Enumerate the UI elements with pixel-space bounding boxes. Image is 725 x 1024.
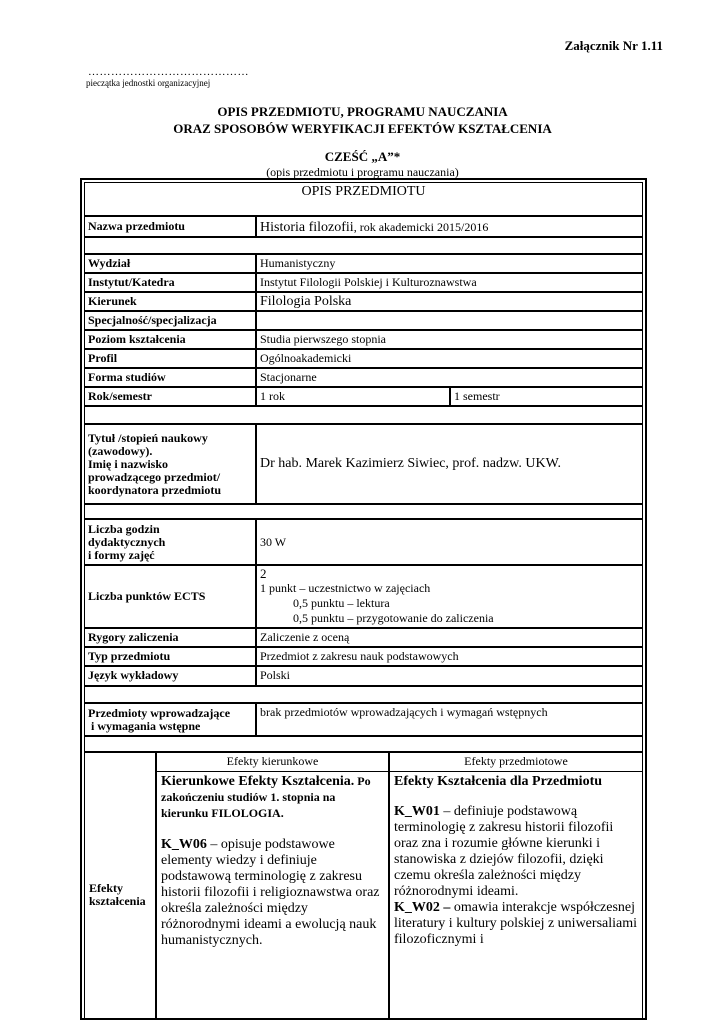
lang-label: Język wykładowy xyxy=(84,666,256,686)
document-title-line-2: ORAZ SPOSOBÓW WERYFIKACJI EFEKTÓW KSZTAŁCENIA xyxy=(173,121,552,136)
subject-effects: Efekty Kształcenia dla Przedmiotu K_W01 – definiuje podstawową terminologię z zakresu historii filozofii oraz zna i rozumie główne kierunki i stanowiska z dziejów filozofii, dzięki czemu określa zależności między różnorodnymi ideami. K_W02 – omawia interakcje współczesnej literatury i kultury polskiej z uniwersaliami filozoficznymi i xyxy=(389,771,643,1020)
effects-col-subject: Efekty przedmiotowe xyxy=(389,752,643,772)
type-value: Przedmiot z zakresu nauk podstawowych xyxy=(256,647,643,666)
spacer-row xyxy=(84,686,643,703)
coordinator-value: Dr hab. Marek Kazimierz Siwiec, prof. nadzw. UKW. xyxy=(256,424,643,504)
faculty-value: Humanistyczny xyxy=(256,254,643,273)
direction-label: Kierunek xyxy=(84,292,256,311)
faculty-label: Wydział xyxy=(84,254,256,273)
rigor-value: Zaliczenie z oceną xyxy=(256,628,643,647)
level-value: Studia pierwszego stopnia xyxy=(256,330,643,349)
table-row xyxy=(84,424,643,504)
table-row xyxy=(84,647,643,666)
part-title: CZEŚĆ „A”* xyxy=(324,149,401,164)
effects-header-blank xyxy=(84,752,156,772)
effects-col-directional: Efekty kierunkowe xyxy=(156,752,389,772)
prereq-value: brak przedmiotów wprowadzających i wymagań wstępnych xyxy=(256,703,643,736)
semester-value: 1 semestr xyxy=(450,387,643,406)
stamp-dotted-line: …………………………………… xyxy=(88,66,249,78)
table-row xyxy=(84,519,643,565)
table-row xyxy=(84,292,643,311)
section-title: OPIS PRZEDMIOTU xyxy=(84,182,643,216)
course-name-value: Historia filozofii, rok akademicki 2015/2016 xyxy=(256,216,643,237)
form-value: Stacjonarne xyxy=(256,368,643,387)
table-row xyxy=(84,703,643,736)
table-row xyxy=(84,368,643,387)
part-subtitle: (opis przedmiotu i programu nauczania) xyxy=(266,165,459,179)
table-row xyxy=(84,349,643,368)
prereq-label: Przedmioty wprowadzające i wymagania wstępne xyxy=(84,703,256,736)
specialty-label: Specjalność/specjalizacja xyxy=(84,311,256,330)
year-label: Rok/semestr xyxy=(84,387,256,406)
specialty-value xyxy=(256,311,643,330)
table-row xyxy=(84,565,643,628)
spacer-row xyxy=(84,504,643,519)
coordinator-label: Tytuł /stopień naukowy (zawodowy). Imię i nazwisko prowadzącego przedmiot/ koordynatora przedmiotu xyxy=(84,424,256,504)
course-name-label: Nazwa przedmiotu xyxy=(84,216,256,237)
table-row xyxy=(84,254,643,273)
table-row xyxy=(84,666,643,686)
level-label: Poziom kształcenia xyxy=(84,330,256,349)
document-title-line-1: OPIS PRZEDMIOTU, PROGRAMU NAUCZANIA xyxy=(217,104,508,119)
institute-label: Instytut/Katedra xyxy=(84,273,256,292)
type-label: Typ przedmiotu xyxy=(84,647,256,666)
year-value: 1 rok xyxy=(256,387,450,406)
spacer-row xyxy=(84,237,643,254)
institute-value: Instytut Filologii Polskiej i Kulturoznawstwa xyxy=(256,273,643,292)
ects-value: 2 1 punkt – uczestnictwo w zajęciach 0,5 punktu – lektura 0,5 punktu – przygotowanie do zaliczenia xyxy=(256,565,643,628)
table-row xyxy=(84,273,643,292)
directional-effects: Kierunkowe Efekty Kształcenia. Po zakończeniu studiów 1. stopnia na kierunku FILOLOGIA. K_W06 – opisuje podstawowe elementy wiedzy i definiuje podstawową terminologię z zakresu historii filozofii i religioznawstwa oraz określa zależności między różnorodnymi ideami a ewolucją nauk humanistycznych. xyxy=(156,771,389,1020)
spacer-row xyxy=(84,736,643,752)
table-row xyxy=(84,628,643,647)
stamp-caption: pieczątka jednostki organizacyjnej xyxy=(86,78,211,88)
attachment-number: Załącznik Nr 1.11 xyxy=(564,38,663,53)
direction-value: Filologia Polska xyxy=(256,292,643,311)
form-label: Forma studiów xyxy=(84,368,256,387)
hours-label: Liczba godzin dydaktycznych i formy zajęć xyxy=(84,519,256,565)
table-row xyxy=(84,216,643,237)
ects-label: Liczba punktów ECTS xyxy=(84,565,256,628)
effects-body-row xyxy=(84,771,643,1020)
effects-header-row xyxy=(84,752,643,772)
effects-label: Efekty kształcenia xyxy=(84,771,156,1020)
rigor-label: Rygory zaliczenia xyxy=(84,628,256,647)
spacer-row xyxy=(84,406,643,424)
table-row xyxy=(84,387,643,406)
table-row xyxy=(84,311,643,330)
hours-value: 30 W xyxy=(256,519,643,565)
profile-value: Ogólnoakademicki xyxy=(256,349,643,368)
lang-value: Polski xyxy=(256,666,643,686)
profile-label: Profil xyxy=(84,349,256,368)
section-title-row xyxy=(84,182,643,216)
table-row xyxy=(84,330,643,349)
